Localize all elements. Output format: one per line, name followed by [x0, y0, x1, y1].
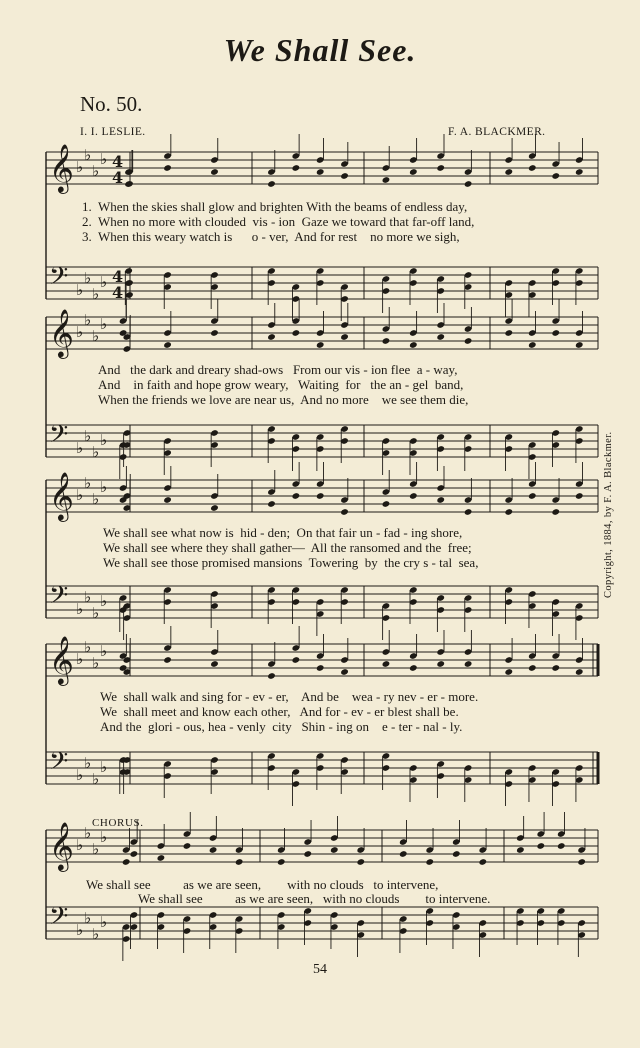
note-head	[210, 168, 219, 176]
flat-icon: ♭	[92, 162, 100, 180]
note-head	[551, 329, 560, 337]
chorus-label: CHORUS.	[92, 817, 144, 829]
note-head	[399, 850, 408, 858]
note-head	[409, 664, 418, 672]
bass-clef-icon: 𝄢	[49, 420, 69, 455]
note-head	[340, 668, 349, 676]
flat-icon: ♭	[100, 642, 108, 660]
time-signature: 4	[112, 283, 124, 302]
lyric-line: 3. When this weary watch is o - ver, And for rest no more we sigh,	[82, 229, 460, 244]
treble-staff	[46, 462, 598, 522]
flat-icon: ♭	[92, 327, 100, 345]
note-head	[210, 660, 219, 668]
lyric-line: We shall see what now is hid - den; On that fair un - fad - ing shore,	[103, 525, 463, 540]
note-head	[157, 854, 166, 862]
bass-clef-icon: 𝄢	[49, 581, 69, 616]
flat-icon: ♭	[92, 604, 100, 622]
note-head	[464, 508, 473, 516]
flat-icon: ♭	[84, 754, 92, 772]
note-head	[409, 168, 418, 176]
lyric-line: When the friends we love are near us, And no more we see them die,	[98, 392, 469, 407]
flat-icon: ♭	[84, 427, 92, 445]
note-head	[183, 842, 192, 850]
flat-icon: ♭	[100, 592, 108, 610]
note-head	[267, 180, 276, 188]
note-head	[163, 496, 172, 504]
note-head	[551, 508, 560, 516]
flat-icon: ♭	[84, 638, 92, 656]
flat-icon: ♭	[76, 486, 84, 504]
hymn-number: No. 50.	[80, 92, 143, 116]
flat-icon: ♭	[84, 824, 92, 842]
note-head	[267, 672, 276, 680]
note-head	[267, 500, 276, 508]
note-head	[504, 168, 513, 176]
flat-icon: ♭	[100, 828, 108, 846]
note-head	[436, 660, 445, 668]
note-head	[382, 176, 391, 184]
note-head	[210, 504, 219, 512]
flat-icon: ♭	[76, 836, 84, 854]
time-signature: 4	[112, 267, 124, 286]
note-head	[267, 333, 276, 341]
author-credit: I. I. LESLIE.	[80, 126, 146, 138]
note-head	[382, 337, 391, 345]
note-head	[551, 664, 560, 672]
flat-icon: ♭	[76, 921, 84, 939]
lyric-line: We shall see where they shall gather— All the ransomed and the free;	[103, 540, 472, 555]
note-head	[504, 508, 513, 516]
note-head	[163, 341, 172, 349]
note-head	[209, 846, 218, 854]
flat-icon: ♭	[100, 758, 108, 776]
note-head	[292, 492, 301, 500]
note-head	[356, 858, 365, 866]
note-head	[436, 333, 445, 341]
note-head	[382, 500, 391, 508]
lyric-line: We shall meet and know each other, And for - ev - er blest shall be.	[100, 704, 459, 719]
note-head	[577, 858, 586, 866]
note-head	[330, 846, 339, 854]
note-head	[575, 168, 584, 176]
note-head	[536, 842, 545, 850]
page-number: 54	[313, 962, 327, 977]
lyric-line: We shall see as we are seen, with no clouds to intervene.	[138, 891, 491, 906]
bass-clef-icon: 𝄢	[49, 902, 69, 937]
note-head	[528, 341, 537, 349]
note-head	[303, 850, 312, 858]
flat-icon: ♭	[76, 158, 84, 176]
flat-icon: ♭	[76, 281, 84, 299]
note-head	[163, 656, 172, 664]
note-head	[478, 858, 487, 866]
treble-clef-icon: 𝄞	[49, 471, 74, 520]
flat-icon: ♭	[92, 840, 100, 858]
flat-icon: ♭	[92, 443, 100, 461]
flat-icon: ♭	[84, 269, 92, 287]
flat-icon: ♭	[92, 925, 100, 943]
bass-staff	[46, 902, 598, 961]
note-head	[551, 172, 560, 180]
note-head	[452, 850, 461, 858]
note-head	[340, 508, 349, 516]
time-signature: 4	[112, 152, 124, 171]
note-head	[575, 668, 584, 676]
note-head	[210, 329, 219, 337]
treble-clef-icon: 𝄞	[49, 143, 74, 192]
note-head	[409, 341, 418, 349]
flat-icon: ♭	[84, 474, 92, 492]
flat-icon: ♭	[100, 431, 108, 449]
lyric-line: And the dark and dreary shad-ows From our vis - ion flee a - way,	[98, 362, 458, 377]
flat-icon: ♭	[92, 490, 100, 508]
note-head	[340, 333, 349, 341]
note-head	[436, 496, 445, 504]
bass-clef-icon: 𝄢	[49, 747, 69, 782]
note-head	[382, 660, 391, 668]
note-head	[557, 842, 566, 850]
note-head	[464, 180, 473, 188]
flat-icon: ♭	[100, 273, 108, 291]
note-head	[316, 492, 325, 500]
flat-icon: ♭	[92, 285, 100, 303]
note-head	[528, 164, 537, 172]
flat-icon: ♭	[84, 909, 92, 927]
flat-icon: ♭	[92, 654, 100, 672]
flat-icon: ♭	[76, 323, 84, 341]
note-head	[316, 341, 325, 349]
note-head	[464, 337, 473, 345]
flat-icon: ♭	[76, 600, 84, 618]
flat-icon: ♭	[76, 650, 84, 668]
note-head	[575, 492, 584, 500]
bass-staff	[46, 747, 598, 806]
lyric-line: We shall see those promised mansions Towering by the cry s - tal sea,	[103, 555, 479, 570]
note-head	[409, 492, 418, 500]
lyric-line: 1. When the skies shall glow and brighten With the beams of endless day,	[82, 199, 468, 214]
copyright-notice: Copyright, 1884, by F. A. Blackmer.	[603, 431, 614, 598]
note-head	[125, 180, 134, 188]
flat-icon: ♭	[84, 311, 92, 329]
note-head	[130, 850, 139, 858]
note-head	[316, 664, 325, 672]
flat-icon: ♭	[100, 150, 108, 168]
flat-icon: ♭	[84, 146, 92, 164]
note-head	[292, 656, 301, 664]
bass-clef-icon: 𝄢	[49, 262, 69, 297]
flat-icon: ♭	[100, 315, 108, 333]
note-head	[528, 664, 537, 672]
note-head	[340, 172, 349, 180]
note-head	[504, 668, 513, 676]
treble-staff	[46, 626, 598, 686]
note-head	[122, 858, 131, 866]
hymn-title: We Shall See.	[223, 32, 417, 68]
treble-clef-icon: 𝄞	[49, 635, 74, 684]
flat-icon: ♭	[100, 478, 108, 496]
treble-staff	[46, 299, 598, 359]
time-signature: 4	[112, 168, 124, 187]
lyric-line: And in faith and hope grow weary, Waiting for the an - gel band,	[98, 377, 464, 392]
note-head	[528, 492, 537, 500]
note-head	[292, 164, 301, 172]
note-head	[516, 846, 525, 854]
note-head	[316, 168, 325, 176]
note-head	[425, 858, 434, 866]
lyric-line: 2. When no more with clouded vis - ion Gaze we toward that far-off land,	[82, 214, 475, 229]
note-head	[464, 660, 473, 668]
lyric-line: We shall see as we are seen, with no clouds to intervene,	[86, 877, 439, 892]
note-head	[277, 858, 286, 866]
note-head	[235, 858, 244, 866]
lyric-line: We shall walk and sing for - ev - er, And be wea - ry nev - er - more.	[100, 689, 479, 704]
flat-icon: ♭	[76, 439, 84, 457]
lyric-line: And the glori - ous, hea - venly city Shin - ing on e - ter - nal - ly.	[100, 719, 463, 734]
flat-icon: ♭	[84, 588, 92, 606]
treble-clef-icon: 𝄞	[49, 821, 74, 870]
note-head	[163, 164, 172, 172]
note-head	[504, 329, 513, 337]
note-head	[436, 164, 445, 172]
note-head	[575, 341, 584, 349]
flat-icon: ♭	[100, 913, 108, 931]
composer-credit: F. A. BLACKMER.	[448, 126, 546, 138]
flat-icon: ♭	[76, 766, 84, 784]
note-head	[292, 329, 301, 337]
treble-staff	[46, 134, 598, 194]
flat-icon: ♭	[92, 770, 100, 788]
treble-clef-icon: 𝄞	[49, 308, 74, 357]
